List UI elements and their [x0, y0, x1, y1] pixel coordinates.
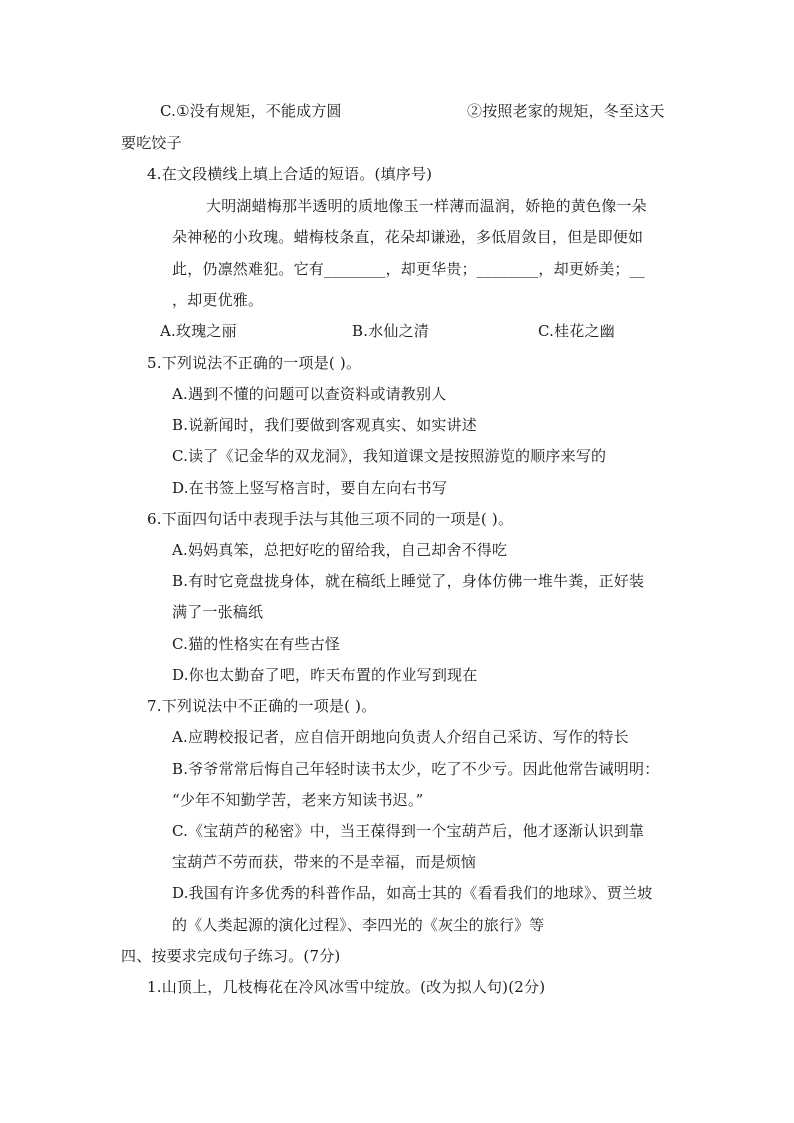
- q5-option-c: C.读了《记金华的双龙洞》，我知道课文是按照游览的顺序来写的: [172, 447, 607, 465]
- q6-option-c: C.猫的性格实在有些古怪: [172, 635, 341, 653]
- passage-line-2: 朵神秘的小玫瑰。蜡梅枝条直，花朵却谦逊，多低眉敛目，但是即便如: [172, 228, 644, 246]
- q7-option-c-cont: 宝葫芦不劳而获，带来的不是幸福，而是烦恼: [172, 853, 477, 871]
- q4-option-b: B.水仙之清: [352, 322, 429, 340]
- q6-option-b: B.有时它竟盘拢身体，就在稿纸上睡觉了，身体仿佛一堆牛粪，正好装: [172, 572, 645, 590]
- passage-line-3: 此，仍凛然难犯。它有________，却更华贵；________，却更娇美；__: [172, 260, 646, 278]
- q5-option-a: A.遇到不懂的问题可以查资料或请教别人: [172, 385, 447, 403]
- q6-option-d: D.你也太勤奋了吧，昨天布置的作业写到现在: [172, 666, 478, 684]
- q7-option-c: C.《宝葫芦的秘密》中，当王葆得到一个宝葫芦后，他才逐渐认识到靠: [172, 822, 645, 840]
- q5-option-b: B.说新闻时，我们要做到客观真实、如实讲述: [172, 416, 477, 434]
- q3-option-c-cont: 要吃饺子: [121, 134, 182, 152]
- question-6: 6.下面四句话中表现手法与其他三项不同的一项是( )。: [147, 510, 514, 528]
- passage-line-4: ，却更优雅。: [172, 291, 264, 309]
- q5-option-d: D.在书签上竖写格言时，要自左向右书写: [172, 479, 448, 497]
- q7-option-d-cont: 的《人类起源的演化过程》、李四光的《灰尘的旅行》等: [172, 916, 545, 934]
- q7-option-b: B.爷爷常常后悔自己年轻时读书太少，吃了不少亏。因此他常告诫明明：: [172, 760, 660, 778]
- q3-option-c-1: C.①没有规矩，不能成方圆: [160, 102, 342, 120]
- q4-option-a: A.玫瑰之丽: [160, 322, 237, 340]
- q7-option-d: D.我国有许多优秀的科普作品，如高士其的《看看我们的地球》、贾兰坡: [172, 884, 653, 902]
- q4-option-c: C.桂花之幽: [538, 322, 615, 340]
- section-4-heading: 四、按要求完成句子练习。(7分): [121, 947, 341, 965]
- section-4-question-1: 1.山顶上，几枝梅花在冷风冰雪中绽放。(改为拟人句)(2分): [147, 978, 546, 996]
- q6-option-b-cont: 满了一张稿纸: [172, 603, 264, 621]
- question-4: 4.在文段横线上填上合适的短语。(填序号): [147, 165, 433, 183]
- q7-option-a: A.应聘校报记者，应自信开朗地向负责人介绍自己采访、写作的特长: [172, 728, 629, 746]
- q3-option-c-2: ②按照老家的规矩，冬至这天: [467, 102, 665, 120]
- q7-option-b-quote: “少年不知勤学苦，老来方知读书迟。”: [172, 791, 424, 809]
- question-7: 7.下列说法中不正确的一项是( )。: [147, 697, 377, 715]
- question-5: 5.下列说法不正确的一项是( )。: [147, 354, 362, 372]
- passage-line-1: 大明湖蜡梅那半透明的质地像玉一样薄而温润，娇艳的黄色像一朵: [206, 197, 647, 215]
- q6-option-a: A.妈妈真笨，总把好吃的留给我，自己却舍不得吃: [172, 541, 508, 559]
